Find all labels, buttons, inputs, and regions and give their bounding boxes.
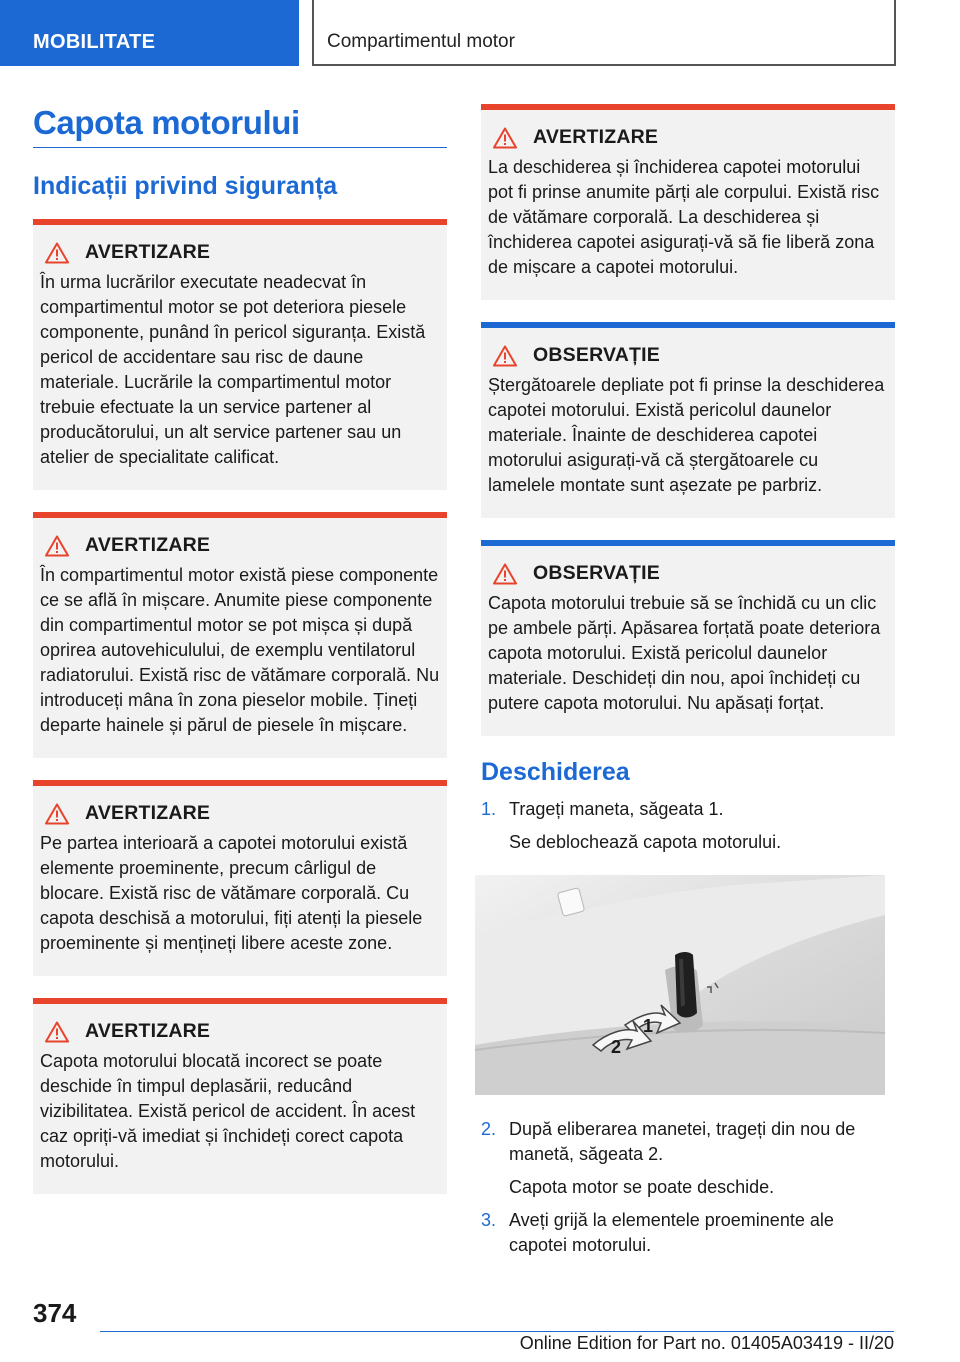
step-text: După eliberarea manetei, trageți din nou de manetă, săgeata 2. [509,1119,856,1164]
list-item [481,797,895,822]
left-column [33,104,447,1216]
step-text: Aveți grijă la elementele proeminente ale capotei motorului. [509,1210,834,1255]
warning-label: AVERTIZARE [85,534,211,556]
chapter-title: Compartimentul motor [312,0,896,66]
safety-subtitle: Indicații privind siguranța [33,172,338,200]
note-label: OBSERVAȚIE [533,562,660,584]
page-header [0,0,960,66]
warning-label: AVERTIZARE [85,1020,211,1042]
warning-box [33,998,447,1194]
opening-section-title: Deschiderea [481,758,630,786]
warning-triangle-icon [45,535,69,557]
warning-box [481,104,895,300]
arrow-1-label: 1 [643,1016,654,1036]
note-text: Ștergătoarele depliate pot fi prinse la deschiderea capotei motorului. Există pericolul daunelor materiale. Înainte de deschiderea capotei motorului asigurați-vă că ștergătoarele cu lamelele montate sunt așezate pe parbriz. [488,375,885,495]
warning-text: Pe partea interioară a capotei motorului există elemente proeminente, precum cârligul de blocare. Există risc de vătămare corporală. Cu capota deschisă a motorului, fiți atenți la piesele proeminente și mențineți libere aceste zone. [40,833,423,953]
arrow-2-label: 2 [611,1037,622,1057]
step-number: 2. [481,1119,497,1139]
step-number: 3. [481,1210,497,1230]
warning-triangle-icon [45,1021,69,1043]
warning-text: La deschiderea și închiderea capotei motorului pot fi prinse anumite părți ale corpului. Există risc de vătămare corporală. La deschiderea și închiderea capotei asigurați-vă să fie liberă zona de mișcare a capotei motorului. [488,157,880,277]
step-text: Trageți maneta, săgeata 1. [509,799,724,819]
hood-release-lever-illustration [475,875,885,1095]
steps-list [481,797,895,1258]
note-box [481,540,895,736]
footer-divider [100,1331,894,1332]
note-box [481,322,895,518]
list-item [481,1117,895,1167]
warning-box [33,219,447,490]
warning-label: AVERTIZARE [85,802,211,824]
warning-text: În urma lucrărilor executate neadecvat în compartimentul motor se pot deteriora piesele componente, punând în pericol siguranța. Există pericol de accidentare sau risc de daune materiale. Lucrările la compartimentul motor trebuie efectuate la un service partener al producătorului, un alt service partener sau un atelier de specialitate calificat. [40,272,426,467]
warning-label: AVERTIZARE [85,241,211,263]
step-result: Capota motor se poate deschide. [509,1177,775,1197]
warning-text: Capota motorului blocată incorect se poate deschide în timpul deplasării, reducând vizibilitatea. Există pericol de accident. În acest caz opriți-vă imediat și închideți corect capota motorului. [40,1051,416,1171]
list-item [481,1208,895,1258]
warning-triangle-icon [45,803,69,825]
edition-note: Online Edition for Part no. 01405A03419 - II/20 [519,1333,894,1353]
warning-box [33,512,447,758]
step-number: 1. [481,799,497,819]
section-tab: MOBILITATE [0,0,299,66]
right-column [481,104,895,1258]
note-label: OBSERVAȚIE [533,344,660,366]
warning-text: În compartimentul motor există piese componente ce se află în mișcare. Anumite piese componente din compartimentul motor se pot mișca și după oprirea autovehiculului, de exemplu ventilatorul radiatorului. Există risc de vătămare corporală. Nu introduceți mâna în zona pieselor mobile. Țineți departe hainele și părul de piesele în mișcare. [40,565,440,735]
page-number: 374 [33,1298,77,1328]
warning-box [33,780,447,976]
warning-triangle-icon [493,127,517,149]
step-result: Se deblochează capota motorului. [509,832,782,852]
warning-label: AVERTIZARE [533,126,659,148]
caution-triangle-icon [493,563,517,585]
page-title: Capota motorului [33,104,447,148]
note-text: Capota motorului trebuie să se închidă cu un clic pe ambele părți. Apăsarea forțată poate deteriora capota motorului. Există pericolul daunelor materiale. Deschideți din nou, apoi închideți cu putere capota motorului. Nu apăsați forțat. [488,593,881,713]
caution-triangle-icon [493,345,517,367]
warning-triangle-icon [45,242,69,264]
